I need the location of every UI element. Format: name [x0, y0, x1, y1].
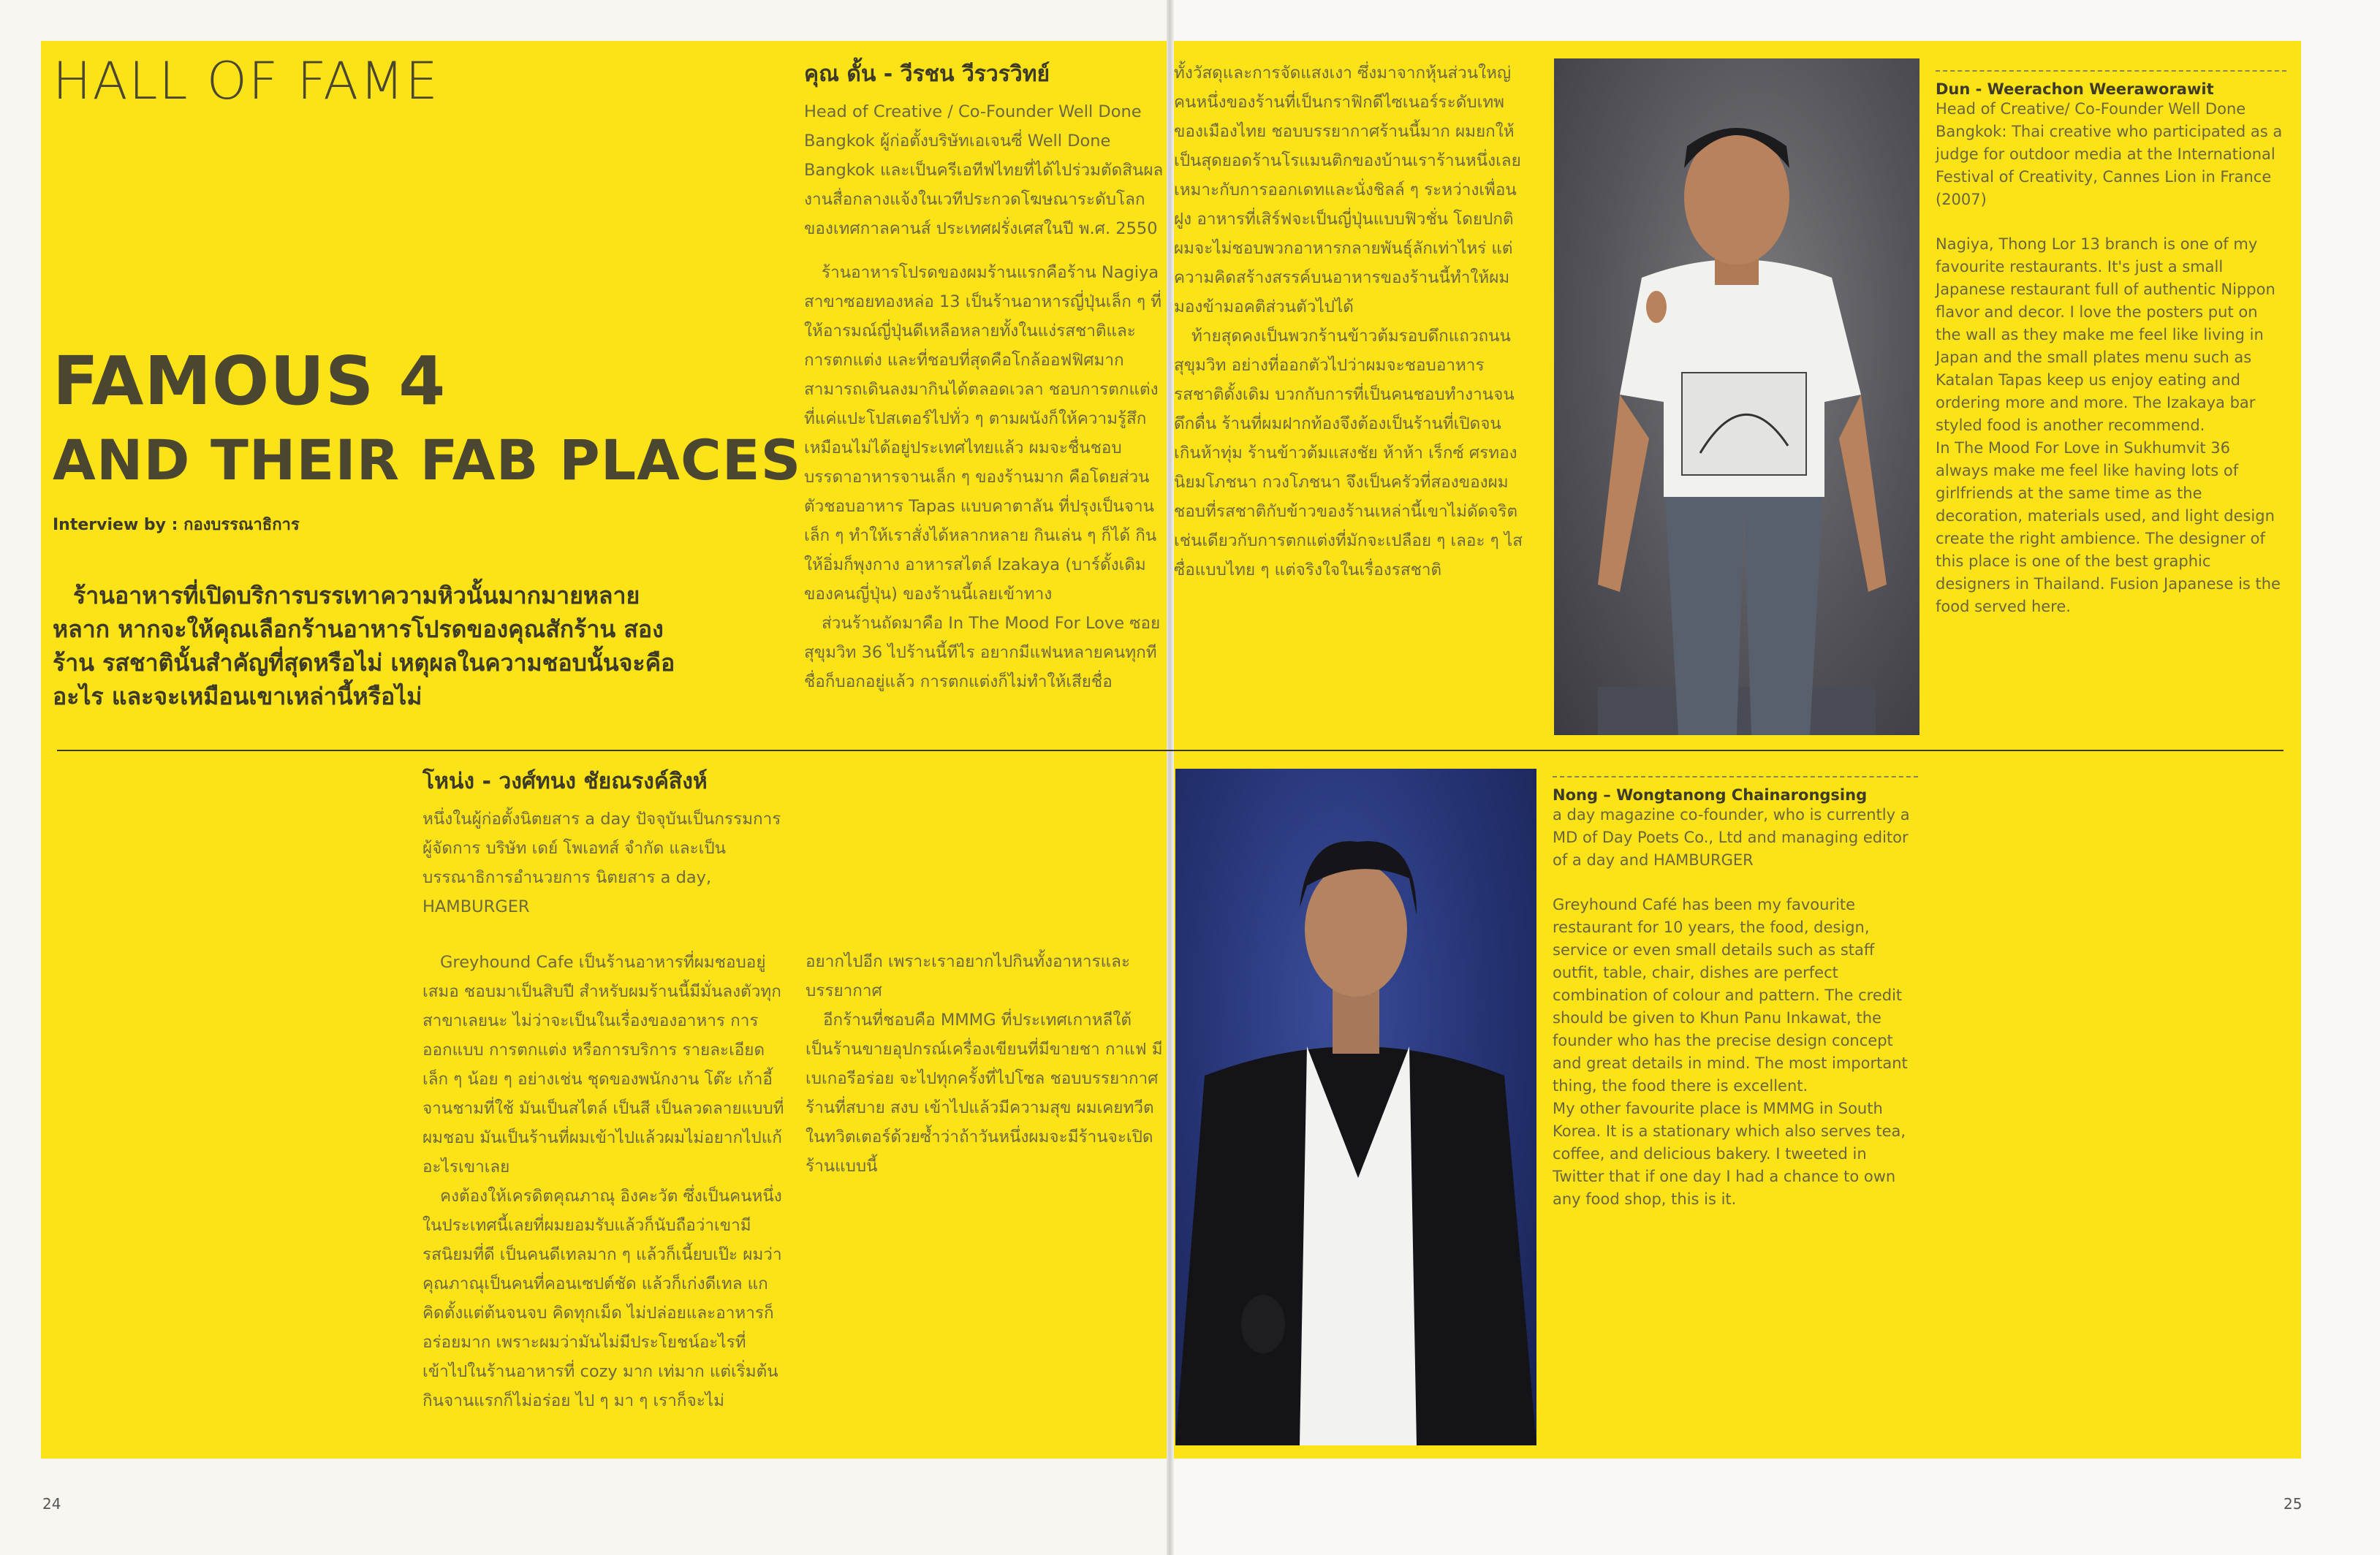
- dun-english-rule: [1936, 70, 2286, 72]
- headline-line1: FAMOUS 4: [53, 342, 447, 420]
- nong-thai-name: โหน่ง - วงศ์ทนง ชัยณรงค์สิงห์: [422, 769, 708, 794]
- dun-thai-cont-para-2: ท้ายสุดคงเป็นพวกร้านข้าวต้มรอบดึกแถวถนนสุขุมวิท อย่างที่ออกตัวไปว่าผมจะชอบอาหารรสชาติดั้งเดิม บวกกับการที่เป็นคนชอบทำงานจนดึกดื่น ร้านที่ผมฝากท้องจึงต้องเป็นร้านที่เปิดจนเกินห้าทุ่ม ร้านข้าวต้มแสงชัย ห้าห้า เร็กซ์ ศรทอง นิยมโภชนา กวงโภชนา จึงเป็นครัวที่สองของผม ชอบที่รสชาติกับข้าวของร้านเหล่านี้เขาไม่ดัดจริต เช่นเดียวกับการตกแต่งที่มักจะเปลือย ๆ เลอะ ๆ ไสซื่อแบบไทย ๆ แต่จริงใจในเรื่องรสชาติ: [1174, 327, 1523, 579]
- dun-thai-bio: Head of Creative / Co-Founder Well Done Bangkok ผู้ก่อตั้งบริษัทเอเจนซี่ Well Done Bangkok และเป็นครีเอทีฟไทยที่ได้ไปร่วมตัดสินผลงานสื่อกลางแจ้งในเวทีประกวดโฆษณาระดับโลก ของเทศกาลคานส์ ประเทศฝรั่งเศสในปี พ.ศ. 2550: [804, 102, 1164, 238]
- nong-thai-column-2: [806, 947, 1164, 1195]
- nong-english-rule: [1553, 776, 1918, 778]
- page-number-left: 24: [42, 1495, 61, 1513]
- nong-thai-para-2: คงต้องให้เครดิตคุณภาณุ อิงคะวัต ซึ่งเป็นคนหนึ่งในประเทศนี้เลยที่ผมยอมรับแล้วก็นับถือว่าเขามีรสนิยมที่ดี เป็นคนดีเทลมาก ๆ แล้วก็เนี้ยบเป๊ะ ผมว่าคุณภาณุเป็นคนที่คอนเซปต์ชัด แล้วก็เก่งดีเทล แกคิดตั้งแต่ต้นจนจบ คิดทุกเม็ด ไม่ปล่อยและอาหารก็อร่อยมาก เพราะผมว่ามันไม่มีประโยชน์อะไรที่เข้าไปในร้านอาหารที่ cozy มาก เท่มาก แต่เริ่มต้นกินจานแรกก็ไม่อร่อย ไป ๆ มา ๆ เราก็จะไม่: [422, 1187, 782, 1410]
- dun-english-para-1: Nagiya, Thong Lor 13 branch is one of my favourite restaurants. It's just a small Japanese restaurant full of authentic Nippon flavor and decor. I love the posters put on the wall as they make me feel like living in Japan and the small plates menu such as Katalan Tapas keep us enjoy eating and ordering more and more. The Izakaya bar styled food is another recommend.: [1936, 235, 2275, 434]
- byline: Interview by : กองบรรณาธิการ: [53, 516, 300, 534]
- intro-paragraph: ร้านอาหารที่เปิดบริการบรรเทาความหิวนั้นมากมายหลายหลาก หากจะให้คุณเลือกร้านอาหารโปรดของคุณสักร้าน สองร้าน รสชาตินั้นสำคัญที่สุดหรือไม่ เหตุผลในความชอบนั้นจะคืออะไร และจะเหมือนเขาเหล่านี้หรือไม่: [53, 582, 675, 710]
- section-divider: [57, 750, 2284, 751]
- nong-english-body: [1553, 804, 1918, 1211]
- dun-thai-cont-para-1: ทั้งวัสดุและการจัดแสงเงา ซึ่งมาจากหุ้นส่วนใหญ่คนหนึ่งของร้านที่เป็นกราฟิกดีไซเนอร์ระดับเทพของเมืองไทย ชอบบรรยากาศร้านนี้มาก ผมยกให้เป็นสุดยอดร้านโรแมนติกของบ้านเราร้านหนึ่งเลย เหมาะกับการออกเดทและนั่งชิลล์ ๆ ระหว่างเพื่อนฝูง อาหารที่เสิร์ฟจะเป็นญี่ปุ่นแบบฟิวชั่น โดยปกติผมจะไม่ชอบพวกอาหารกลายพันธุ์ลักเท่าไหร่ แต่ความคิดสร้างสรรค์บนอาหารของร้านนี้ทำให้ผมมองข้ามอคติส่วนตัวไปได้: [1174, 64, 1521, 316]
- dun-portrait-photo: [1554, 58, 1919, 735]
- dun-thai-body: [804, 97, 1164, 696]
- dun-english-body: [1936, 98, 2286, 618]
- nong-thai-body: [422, 805, 788, 1415]
- nong-thai-bio: หนึ่งในผู้ก่อตั้งนิตยสาร a day ปัจจุบันเป็นกรรมการผู้จัดการ บริษัท เดย์ โพเอทส์ จำกัด และเป็นบรรณาธิการอำนวยการ นิตยสาร a day, HAMBURGER: [422, 810, 781, 916]
- headline-line2: AND THEIR FAB PLACES: [53, 427, 802, 493]
- dun-portrait-illustration: [1554, 58, 1919, 735]
- dun-thai-para-1: ร้านอาหารโปรดของผมร้านแรกคือร้าน Nagiya สาขาซอยทองหล่อ 13 เป็นร้านอาหารญี่ปุ่นเล็ก ๆ ที่ให้อารมณ์ญี่ปุ่นดีเหลือหลายทั้งในแง่รสชาติและการตกแต่ง และที่ชอบที่สุดคือโกล้ออฟฟิศมาก สามารถเดินลงมากินได้ตลอดเวลา ชอบการตกแต่งที่แค่แปะโปสเตอร์ไปทั่ว ๆ ตามผนังก็ให้ความรู้สึกเหมือนไม่ได้อยู่ประเทศไทยแล้ว ผมจะชื่นชอบบรรดาอาหารจานเล็ก ๆ ของร้านมาก คือโดยส่วนตัวชอบอาหาร Tapas แบบคาตาลัน ที่ปรุงเป็นจานเล็ก ๆ ทำให้เราสั่งได้หลากหลาย กินเล่น ๆ ก็ได้ กินให้อิ่มก็พุงกาง อาหารสไตล์ Izakaya (บาร์ดั้งเดิมของคนญี่ปุ่น) ของร้านนี้เลยเข้าทาง: [804, 263, 1162, 604]
- nong-english-bio: a day magazine co-founder, who is currently a MD of Day Poets Co., Ltd and managing editor of a day and HAMBURGER: [1553, 806, 1910, 869]
- nong-english-column: [1553, 776, 1918, 1233]
- nong-thai-para-3: อยากไปอีก เพราะเราอยากไปกินทั้งอาหารและบรรยากาศ: [806, 952, 1131, 1000]
- nong-thai-para-1: Greyhound Cafe เป็นร้านอาหารที่ผมชอบอยู่เสมอ ชอบมาเป็นสิบปี สำหรับผมร้านนี้มีมั่นลงตัวทุกสาขาเลยนะ ไม่ว่าจะเป็นในเรื่องของอาหาร การออกแบบ การตกแต่ง หรือการบริการ รายละเอียดเล็ก ๆ น้อย ๆ อย่างเช่น ชุดของพนักงาน โต๊ะ เก้าอี้ จานชามที่ใช้ มันเป็นสไตล์ เป็นสี เป็นลวดลายแบบที่ผมชอบ มันเป็นร้านที่ผมเข้าไปแล้วผมไม่อยากไปแก้อะไรเขาเลย: [422, 953, 784, 1176]
- page-number-right: 25: [2284, 1495, 2303, 1513]
- nong-thai-para-4: อีกร้านที่ชอบคือ MMMG ที่ประเทศเกาหลีใต้ เป็นร้านขายอุปกรณ์เครื่องเขียนที่มีขายชา กาแฟ มีเบเกอรีอร่อย จะไปทุกครั้งที่ไปโซล ชอบบรรยากาศร้านที่สบาย สงบ เข้าไปแล้วมีความสุข ผมเคยทวีตในทวิตเตอร์ด้วยซ้ำว่าถ้าวันหนึ่งผมจะมีร้านจะเปิดร้านแบบนี้: [806, 1011, 1163, 1176]
- nong-portrait-illustration: [1175, 769, 1536, 1445]
- nong-english-name: Nong – Wongtanong Chainarongsing: [1553, 786, 1868, 804]
- dun-english-bio: Head of Creative/ Co-Founder Well Done Bangkok: Thai creative who participated as a judge for outdoor media at the International Festival of Creativity, Cannes Lion in France (2007): [1936, 100, 2283, 208]
- nong-portrait-photo: [1175, 769, 1536, 1445]
- dun-english-column: [1936, 70, 2286, 640]
- dun-thai-name: คุณ ดั้น - วีรชน วีรวรวิทย์: [804, 61, 1050, 87]
- nong-english-para-2: My other favourite place is MMMG in South Korea. It is a stationary which also serves tea, coffee, and delicious bakery. I tweeted in Twitter that if one day I had a chance to own any food shop, this is it.: [1553, 1100, 1906, 1208]
- dun-thai-para-2: ส่วนร้านถัดมาคือ In The Mood For Love ซอยสุขุมวิท 36 ไปร้านนี้ทีไร อยากมีแฟนหลายคนทุกที ชื่อก็บอกอยู่แล้ว การตกแต่งก็ไม่ทำให้เสียชื่อ: [804, 614, 1161, 691]
- dun-english-name: Dun - Weerachon Weeraworawit: [1936, 80, 2214, 98]
- dun-thai-continued: [1174, 58, 1525, 599]
- spine-gutter: [1167, 0, 1174, 1555]
- nong-english-para-1: Greyhound Café has been my favourite restaurant for 10 years, the food, design, service or even small details such as staff outfit, table, chair, dishes are perfect combination of colour and pattern. The credit should be given to Khun Panu Inkawat, the founder who has the precise design concept and great details in mind. The most important thing, the food there is excellent.: [1553, 896, 1908, 1095]
- section-title: HALL OF FAME: [53, 51, 439, 111]
- dun-thai-column: [804, 57, 1164, 711]
- nong-thai-column-1: [422, 764, 788, 1430]
- dun-english-para-2: In The Mood For Love in Sukhumvit 36 always make me feel like having lots of girlfriends at the same time as the decoration, materials used, and light design create the right ambience. The designer of this place is one of the best graphic designers in Thailand. Fusion Japanese is the food served here.: [1936, 439, 2281, 615]
